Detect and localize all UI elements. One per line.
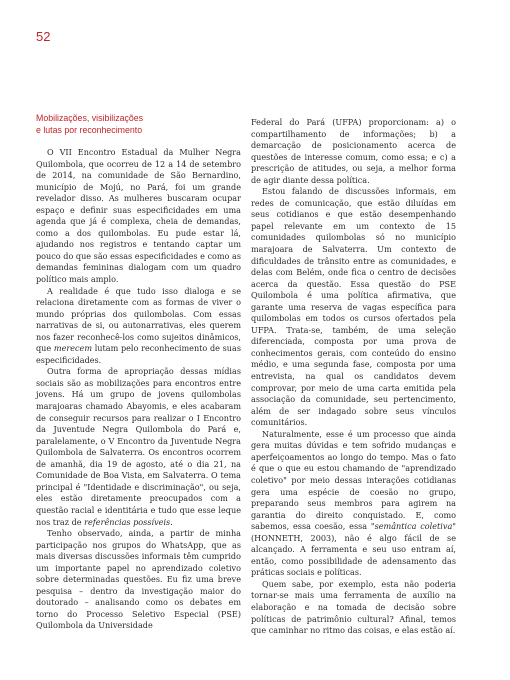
emphasis-referencias: referências possíveis [84,516,171,527]
paragraph-aprendizado-coletivo-text-1: Naturalmente, esse é um processo que ainda gera muitas dúvidas e tem sofrido mudanças e aperfeiçoamentos ao longo do tempo. Mas o fato é que o que eu estou chamando de "aprendizado coletivo" por meio dessas interações cotidianas gera uma espécie de coesão no grupo, preparando seus membros para agirem na garantia do direito conquistado. E, como sabemos, essa coesão, essa " [251,428,456,532]
paragraph-whatsapp-grupos: Tenho observado, ainda, a partir de minha participação nos grupos do WhatsApp, que as mais diversas discussões informais têm cumprido um importante papel no aprendizado coletivo sobre determinadas questões. Eu fiz uma breve pesquisa – dentro da investigação maior do doutorado – analisando como os debates em torno do Processo Seletivo Especial (PSE) Quilombola da Universidade [36,528,241,631]
paragraph-encontro-mulher-negra: O VII Encontro Estadual da Mulher Negra Quilombola, que ocorreu de 12 a 14 de setembro de 2014, na comunidade de São Bernardino, município de Mojú, no Pará, foi um grande revelador disso. As mulheres buscaram ocupar espaço e definir suas especificidades em uma agenda que já é complexa, cheia de demandas, como a dos quilombolas. Eu pude estar lá, ajudando nos registros e tentando captar um pouco do que são essas especificidades e como as demandas femininas dialogam com um quadro político mais amplo. [36,147,241,285]
paragraph-encontros-jovens-text-2: . [170,516,173,527]
paragraph-patrimonio-cultural: Quem sabe, por exemplo, esta não poderia tornar-se mais uma ferramenta de auxílio na elaboração e na tomada de decisão sobre políticas de patrimônio cultural? Afinal, temos que caminhar no ritmo das coisas, e elas estão aí. [251,578,456,636]
paragraph-encontros-jovens-text-1: Outra forma de apropriação dessas mídias sociais são as mobilizações para encontros entre jovens. Há um grupo de jovens quilombolas marajoaras chamado Abayomis, e eles acabaram de conseguir recursos para realizar o I Encontro da Juventude Negra Quilombola do Pará e, paralelamente, o V Encontro da Juventude Negra Quilombola de Salvaterra. Os encontros ocorrem de amanhã, dia 19 de agosto, até o dia 21, na Comunidade de Boa Vista, em Salvaterra. O tema principal é "Identidade e discriminação", ou seja, eles estão diretamente preocupados com a questão racial e identitária e tudo que esse leque nos traz de [36,366,241,527]
paragraph-autonarrativas-text-1: A realidade é que tudo isso dialoga e se relaciona diretamente com as formas de viver o mundo próprias dos quilombolas. Com essas narrativas de si, ou autonarrativas, eles querem nos fazer reconhecê-los como sujeitos dinâmicos, que [36,285,241,354]
section-heading [36,112,241,136]
right-column [251,117,456,637]
paragraph-autonarrativas [36,286,241,367]
section-heading-line-2: e lutas por reconhecimento [36,125,143,135]
paragraph-discussoes-informais: Estou falando de discussões informais, em redes de comunicação, que estão diluídas em seus cotidianos e que estão desempenhando papel relevante em um contexto de 15 comunidades quilombolas só no município marajoara de Salvaterra. Um contexto de dificuldades de trânsito entre as comunidades, e delas com Belém, onde fica o centro de decisões acerca da questão. Essa questão do PSE Quilombola é uma política afirmativa, que garante uma reserva de vagas específica para quilombolas em todos os cursos ofertados pela UFPA. Trata-se, também, de uma seleção diferenciada, composta por uma prova de conhecimentos gerais, com conteúdo do ensino médio, e uma segunda fase, composta por uma entrevista, na qual os candidatos devem comprovar, por meio de uma carta emitida pela associação da comunidade, seu pertencimento, além de ser indagado sobre seus vínculos comunitários. [251,186,456,428]
paragraph-aprendizado-coletivo [251,429,456,579]
emphasis-semantica-coletiva: semântica coletiva [374,521,453,532]
paragraph-encontros-jovens [36,366,241,528]
paragraph-autonarrativas-text-2: lutam pelo reconhecimento de suas especificidades. [36,343,241,365]
emphasis-merecem: merecem [53,343,93,354]
paragraph-aprendizado-coletivo-text-2: " (HONNETH, 2003), não é algo fácil de se alcançado. A ferramenta e seu uso entram aí, então, como possibilidade de adensamento das práticas sociais e políticas. [251,521,457,578]
left-column [36,112,241,632]
page-number: 52 [36,29,51,44]
section-heading-line-1: Mobilizações, visibilizações [36,113,144,123]
paragraph-ufpa-continuation: Federal do Pará (UFPA) proporcionam: a) o compartilhamento de informações; b) a demarcação de posicionamento acerca de questões de interesse comum, como essa; e c) a prescrição de atitudes, ou seja, a melhor forma de agir diante dessa política. [251,117,456,185]
